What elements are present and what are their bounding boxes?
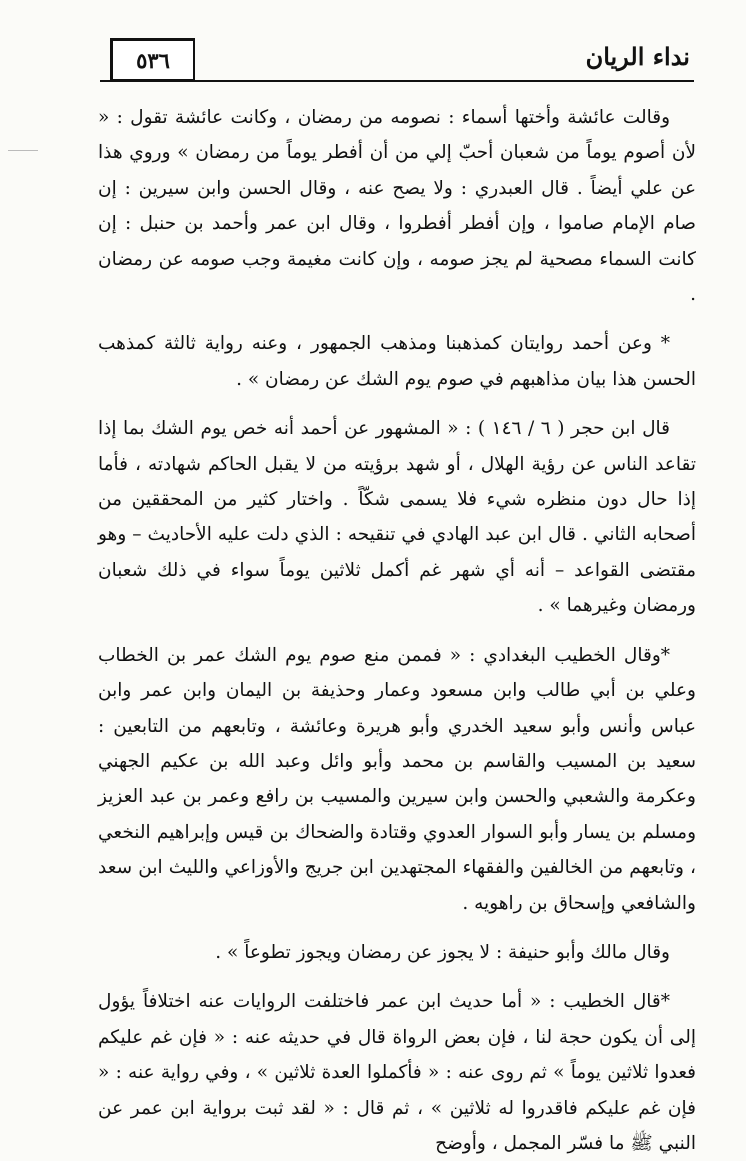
page-header — [100, 36, 694, 84]
page-number: ٥٣٦ — [110, 38, 195, 81]
paragraph-malik-abu-hanifa: وقال مالك وأبو حنيفة : لا يجوز عن رمضان ويجوز تطوعاً » . — [215, 941, 670, 963]
paragraph-ahmad-narrations: * وعن أحمد روايتان كمذهبنا ومذهب الجمهور ، وعنه رواية ثالثة كمذهب الحسن هذا بيان مذاهبهم في صوم يوم الشك عن رمضان » . — [98, 333, 696, 390]
header-rule — [100, 80, 694, 82]
paragraph-khatib-hadith: *قال الخطيب : « أما حديث ابن عمر فاختلفت الروايات عنه اختلافاً يؤول إلى أن يكون حجة لنا ، فإن بعض الرواة قال في حديثه عنه : « فإن غم عليكم فعدوا ثلاثين يوماً » ثم روى عنه : « فأكملوا العدة ثلاثين » ، وفي رواية عنه : « فإن غم عليكم فاقدروا له ثلاثين » ، ثم قال : « لقد ثبت برواية ابن عمر عن النبي ﷺ ما فسّر المجمل ، وأوضح — [98, 991, 696, 1154]
paragraph-aisha: وقالت عائشة وأختها أسماء : نصومه من رمضان ، وكانت عائشة تقول : « لأن أصوم يوماً من شعبان أحبّ إلي من أن أفطر يوماً من رمضان » وروي هذا عن علي أيضاً . قال العبدري : ولا يصح عنه ، وقال الحسن وابن سيرين : إن صام الإمام صاموا ، وإن أفطر أفطروا ، وقال ابن عمر وأحمد بن حنبل : إن كانت السماء مصحية لم يجز صومه ، وإن كانت مغيمة وجب صومه عن رمضان . — [98, 107, 696, 306]
paragraph-ibn-hajar: قال ابن حجر ( ٦ / ١٤٦ ) : « المشهور عن أحمد أنه خص يوم الشك بما إذا تقاعد الناس عن رؤية الهلال ، أو شهد برؤيته من لا يقبل الحاكم شهادته ، فأما إذا حال دون منظره شيء فلا يسمى شكّاً . واختار كثير من المحققين من أصحابه الثاني . قال ابن عبد الهادي في تنقيحه : الذي دلت عليه الأحاديث – وهو مقتضى القواعد – أنه أي شهر غم أكمل ثلاثين يوماً سواء في ذلك شعبان ورمضان وغيرهما » . — [98, 418, 696, 617]
body-text — [98, 100, 696, 1161]
margin-scan-mark — [8, 150, 38, 152]
paragraph-khatib-baghdadi: *وقال الخطيب البغدادي : « فممن منع صوم يوم الشك عمر بن الخطاب وعلي بن أبي طالب وابن مسعود وعمار وحذيفة بن اليمان وابن عمر وابن عباس وأنس وأبو سعيد الخدري وأبو هريرة وعائشة ، وتابعهم من التابعين : سعيد بن المسيب والقاسم بن محمد وأبو وائل وعبد الله بن عكيم الجهني وعكرمة والشعبي والحسن وابن سيرين والمسيب بن رافع وعمر بن عبد العزيز ومسلم بن يسار وأبو السوار العدوي وقتادة والضحاك بن قيس وإبراهيم النخعي ، وتابعهم من الخالفين والفقهاء المجتهدين ابن جريج والأوزاعي والليث ابن سعد والشافعي وإسحاق بن راهويه . — [98, 644, 696, 914]
running-title: نداء الريان — [585, 42, 690, 71]
